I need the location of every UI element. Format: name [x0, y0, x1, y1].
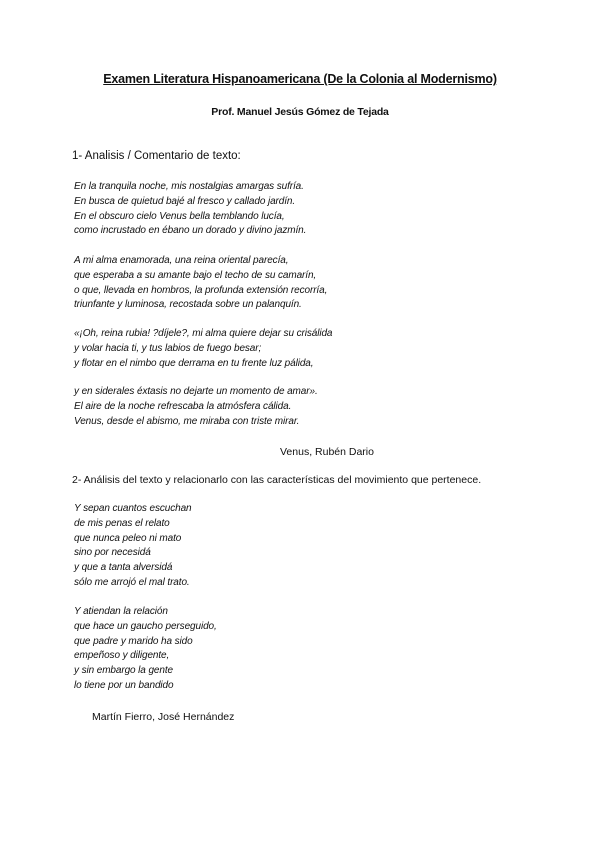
poem-line: En busca de quietud bajé al fresco y callado jardín. [74, 195, 296, 207]
poem-line: Y sepan cuantos escuchan [74, 503, 192, 514]
document-title: Examen Literatura Hispanoamericana (De la Colonia al Modernismo) [103, 72, 497, 86]
poem-line: y flotar en el nimbo que derrama en tu frente luz pálida, [74, 357, 314, 369]
poem-line: Y atiendan la relación [74, 606, 168, 617]
poem-stanza-2 [74, 254, 327, 313]
poem-line: sólo me arrojó el mal trato. [74, 576, 190, 588]
poem-line: que padre y marido ha sido [74, 635, 193, 647]
poem-line: En el obscuro cielo Venus bella temblando lucía, [74, 210, 285, 222]
poem-1-attribution: Venus, Rubén Dario [280, 446, 374, 458]
poem-line: y en siderales éxtasis no dejarte un momento de amar». [74, 386, 318, 397]
document-author: Prof. Manuel Jesús Gómez de Tejada [211, 106, 389, 118]
poem-line: empeñoso y diligente, [74, 650, 170, 662]
poem-line: y que a tanta alversidá [74, 562, 173, 574]
poem-line: y sin embargo la gente [74, 665, 173, 677]
poem-line: que nunca peleo ni mato [74, 532, 182, 544]
poem-line: o que, llevada en hombros, la profunda extensión recorría, [74, 284, 328, 296]
poem-stanza-4 [74, 385, 318, 429]
poem-stanza-6 [74, 605, 217, 694]
poem-line: de mis penas el relato [74, 517, 170, 529]
poem-line: Venus, desde el abismo, me miraba con triste mirar. [74, 415, 300, 427]
poem-line: En la tranquila noche, mis nostalgias amargas sufría. [74, 181, 304, 192]
poem-stanza-1 [74, 180, 306, 239]
poem-stanza-5 [74, 502, 192, 591]
poem-2-attribution: Martín Fierro, José Hernández [92, 711, 235, 723]
poem-line: que esperaba a su amante bajo el techo de su camarín, [74, 269, 317, 281]
section-1-heading: 1- Analisis / Comentario de texto: [72, 150, 241, 162]
poem-line: que hace un gaucho perseguido, [74, 620, 217, 632]
poem-line: triunfante y luminosa, recostada sobre un palanquín. [74, 299, 302, 311]
section-2-heading: 2- Análisis del texto y relacionarlo con las características del movimiento que pertenece. [72, 474, 482, 486]
poem-line: sino por necesidá [74, 547, 151, 559]
poem-line: y volar hacia ti, y tus labios de fuego besar; [74, 342, 262, 354]
poem-line: lo tiene por un bandido [74, 679, 174, 691]
poem-line: como incrustado en ébano un dorado y divino jazmín. [74, 225, 307, 237]
poem-line: «¡Oh, reina rubia! ?díjele?, mi alma quiere dejar su crisálida [74, 328, 333, 339]
poem-stanza-3 [74, 327, 332, 371]
poem-line: El aire de la noche refrescaba la atmósfera cálida. [74, 400, 292, 412]
poem-line: A mi alma enamorada, una reina oriental parecía, [74, 255, 289, 266]
